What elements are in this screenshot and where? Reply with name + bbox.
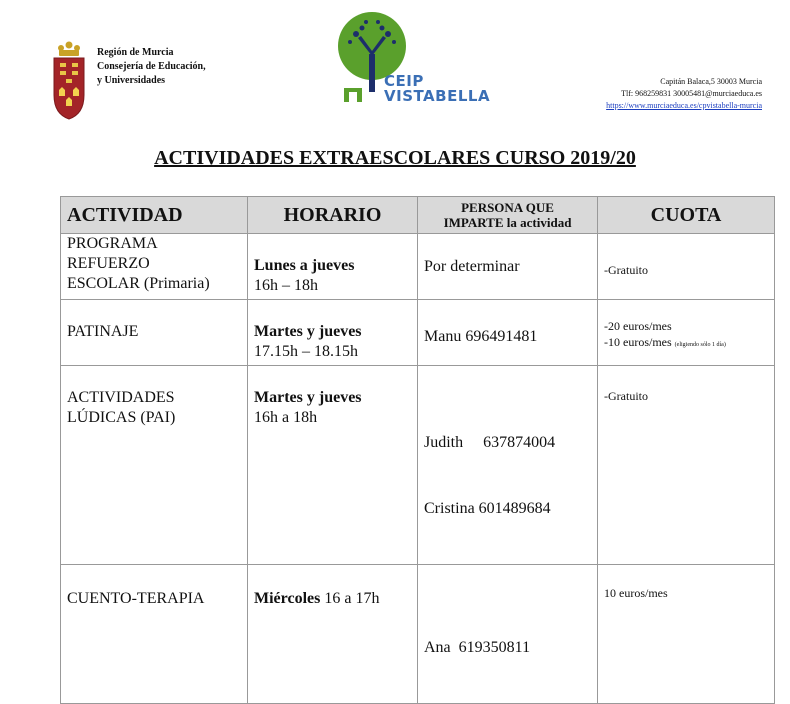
schedule-days: Miércoles — [254, 590, 321, 607]
schedule-days: Lunes a jueves — [254, 257, 355, 274]
person-line: Cristina 601489684 — [424, 500, 551, 517]
fee-line: -Gratuito — [604, 263, 648, 277]
table-row — [61, 300, 775, 366]
activity-line: CUENTO-TERAPIA — [67, 590, 205, 607]
table-row — [61, 366, 775, 565]
activity-line: REFUERZO — [67, 255, 150, 272]
activity-line: ACTIVIDADES — [67, 389, 175, 406]
fee-line: -20 euros/mes — [604, 319, 672, 333]
activity-cell — [61, 565, 248, 704]
activity-line: LÚDICAS (PAI) — [67, 409, 176, 426]
region-murcia-shield-icon — [50, 40, 88, 120]
school-name — [384, 74, 490, 104]
fee-cell — [598, 565, 775, 704]
contact-url-link[interactable]: https://www.murciaeduca.es/cpvistabella-murcia — [606, 101, 762, 110]
fee-line-text: -10 euros/mes — [604, 335, 672, 349]
header-person-line1: PERSONA QUE — [461, 200, 554, 215]
activity-cell — [61, 300, 248, 366]
header-fee: CUOTA — [598, 197, 775, 234]
person-cell — [418, 300, 598, 366]
region-line: y Universidades — [97, 75, 166, 86]
fee-line: -Gratuito — [604, 389, 648, 403]
schedule-cell — [248, 234, 418, 300]
page-title: ACTIVIDADES EXTRAESCOLARES CURSO 2019/20 — [154, 147, 636, 169]
activity-line: PATINAJE — [67, 323, 139, 340]
schedule-hours: 17.15h – 18.15h — [254, 343, 358, 360]
fee-line — [604, 334, 768, 353]
header-activity: ACTIVIDAD — [61, 197, 248, 234]
fee-cell — [598, 300, 775, 366]
schedule-hours: 16h – 18h — [254, 277, 318, 294]
header-person-line2: IMPARTE la actividad — [443, 215, 572, 230]
fee-cell — [598, 234, 775, 300]
person-line: Ana 619350811 — [424, 639, 531, 656]
person-line: Judith 637874004 — [424, 434, 556, 451]
schedule-days: Martes y jueves — [254, 389, 362, 406]
region-line: Región de Murcia — [97, 47, 174, 58]
activities-table — [60, 196, 775, 704]
school-name-line1: CEIP — [384, 72, 424, 90]
schedule-hours: 16h a 18h — [254, 409, 318, 426]
activity-line: ESCOLAR (Primaria) — [67, 275, 210, 292]
schedule-cell — [248, 565, 418, 704]
region-text — [97, 46, 206, 88]
person-cell — [418, 234, 598, 300]
contact-phone-email: Tlf: 968259831 30005481@murciaeduca.es — [621, 89, 762, 98]
person-line: Manu 696491481 — [424, 328, 538, 345]
activity-cell — [61, 234, 248, 300]
header-person — [418, 197, 598, 234]
schedule-days: Martes y jueves — [254, 323, 362, 340]
table-row — [61, 565, 775, 704]
table-header-row — [61, 197, 775, 234]
region-line: Consejería de Educación, — [97, 61, 206, 72]
activity-line: PROGRAMA — [67, 235, 158, 252]
schedule-cell — [248, 366, 418, 565]
school-name-line2: VISTABELLA — [384, 87, 491, 105]
schedule-days-extra: 16 a 17h — [320, 590, 380, 607]
fee-note: (eligiendo sólo 1 día) — [674, 342, 726, 348]
schedule-cell — [248, 300, 418, 366]
person-line: Por determinar — [424, 258, 520, 275]
person-cell — [418, 565, 598, 704]
header-schedule: HORARIO — [248, 197, 418, 234]
fee-line: 10 euros/mes — [604, 586, 668, 600]
person-cell — [418, 366, 598, 565]
fee-cell — [598, 366, 775, 565]
contact-block — [606, 76, 762, 112]
contact-address: Capitán Balaca,5 30003 Murcia — [660, 77, 762, 86]
table-row — [61, 234, 775, 300]
activity-cell — [61, 366, 248, 565]
